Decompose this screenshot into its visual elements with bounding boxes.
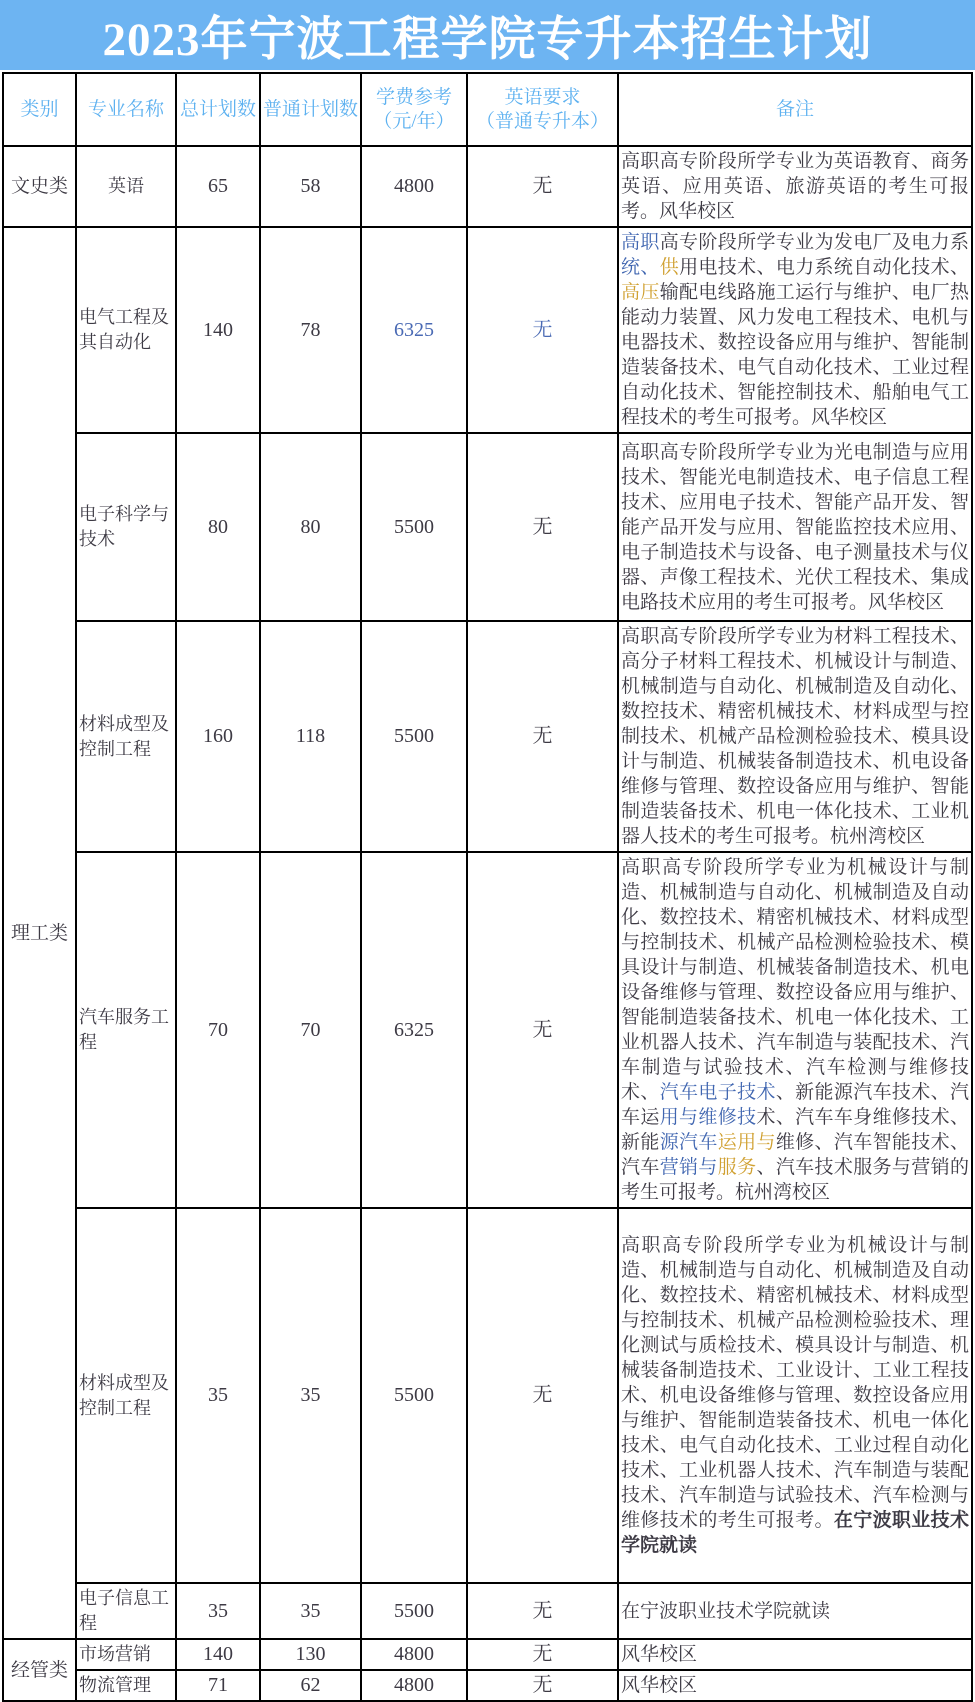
cell-major: 电子科学与技术 [76,433,176,621]
cell-english-req: 无 [467,433,618,621]
cell-remark [618,852,972,1208]
header-major: 专业名称 [76,73,176,146]
remark-segment: 用与维修技 [659,1107,757,1128]
header-fee-line1: 学费参考 [375,86,452,108]
cell-total-plan: 140 [176,1639,260,1670]
cell-total-plan: 35 [176,1208,260,1583]
remark-segment: 营销与 [659,1157,718,1178]
cell-total-plan: 70 [176,852,260,1208]
cell-regular-plan: 70 [260,852,361,1208]
remark-segment: 高压 [621,282,660,303]
cell-fee: 5500 [361,1583,467,1639]
cell-total-plan: 160 [176,621,260,852]
cell-total-plan: 71 [176,1670,260,1701]
cell-remark [618,1670,972,1701]
cell-remark [618,146,972,227]
table-row [3,852,972,1208]
table-row [3,1208,972,1583]
header-remark: 备注 [618,73,972,146]
cell-english-req: 无 [467,1583,618,1639]
cell-major: 材料成型及控制工程 [76,1208,176,1583]
header-fee-line2: （元/年） [373,110,455,132]
cell-fee: 4800 [361,1639,467,1670]
cell-english-req: 无 [467,227,618,433]
cell-major: 物流管理 [76,1670,176,1701]
admission-plan-table [2,72,973,1702]
cell-english-req: 无 [467,621,618,852]
cell-english-req: 无 [467,1670,618,1701]
page-title: 2023年宁波工程学院专升本招生计划 [0,0,975,70]
remark-segment: 统、 [621,257,660,278]
header-total: 总计划数 [176,73,260,146]
remark-segment: 汽车电子技术 [659,1082,776,1103]
cell-total-plan: 65 [176,146,260,227]
cell-regular-plan: 78 [260,227,361,433]
header-regular: 普通计划数 [260,73,361,146]
remark-segment: 服务 [717,1157,757,1178]
remark-segment: 风华校区 [621,1675,698,1696]
remark-segment: 风华校区 [621,1644,698,1665]
remark-segment: 高职 [621,232,660,253]
cell-english-req: 无 [467,146,618,227]
cell-regular-plan: 35 [260,1583,361,1639]
remark-segment: 高职高专阶段所学专业为机械设计与制造、机械制造与自动化、机械制造及自动化、数控技术、精密机械技术、材料成型与控制技术、机械产品检测检验技术、理化测试与质检技术、模具设计与制造、机械装备制造技术、工业设计、工业工程技术、机电设备维修与管理、数控设备应用与维护、智能制造装备技术、机电一体化技术、电气自动化技术、工业过程自动化技术、工业机器人技术、汽车制造与装配技术、汽车制造与试验技术、汽车检测与维修技术的考生可报考。 [621,1235,969,1531]
remark-segment: 运用与 [717,1132,776,1153]
cell-remark [618,1208,972,1583]
cell-total-plan: 35 [176,1583,260,1639]
cell-major: 电子信息工程 [76,1583,176,1639]
cell-category: 理工类 [3,227,76,1639]
cell-remark [618,621,972,852]
table-row [3,146,972,227]
cell-fee: 4800 [361,146,467,227]
remark-segment: 用电技术、电力系统自动化技术、 [679,257,969,278]
remark-segment: 输配电线路施工运行与维护、电厂热能动力装置、风力发电工程技术、电机与电器技术、数控设备应用与维护、智能制造装备技术、电气自动化技术、工业过程自动化技术、智能控制技术、船舶电气工程技术的考生可报考。风华校区 [621,282,969,428]
remark-segment: 高专阶段所学专业为发电厂及电力系 [659,232,969,253]
remark-segment: 在宁波职业技术学院就读 [621,1510,969,1556]
remark-segment: 维修、汽车智能技术、汽车 [621,1132,969,1178]
table-row [3,227,972,433]
header-category: 类别 [3,73,76,146]
header-english-line1: 英语要求 [504,86,581,108]
cell-fee: 5500 [361,621,467,852]
cell-fee: 5500 [361,433,467,621]
table-row [3,621,972,852]
cell-english-req: 无 [467,1639,618,1670]
header-fee [361,73,467,146]
remark-segment: 、新能源汽车技术、汽车运 [621,1082,969,1128]
cell-category: 文史类 [3,146,76,227]
header-english-line2: （普通专升本） [475,110,609,132]
remark-segment: 、汽车技术服务与营销的考生可报考。杭州湾校区 [621,1157,969,1203]
cell-major: 英语 [76,146,176,227]
remark-segment: 源汽车 [659,1132,718,1153]
cell-english-req: 无 [467,852,618,1208]
table-header-row [3,73,972,146]
header-english [467,73,618,146]
table-row [3,1639,972,1670]
table-row [3,1670,972,1701]
cell-fee: 5500 [361,1208,467,1583]
cell-remark [618,433,972,621]
cell-fee: 6325 [361,852,467,1208]
cell-regular-plan: 62 [260,1670,361,1701]
cell-major: 市场营销 [76,1639,176,1670]
cell-total-plan: 80 [176,433,260,621]
remark-segment: 术、汽车车身维修技术、新能 [621,1107,969,1153]
cell-remark [618,227,972,433]
cell-regular-plan: 58 [260,146,361,227]
cell-major: 汽车服务工程 [76,852,176,1208]
cell-fee: 4800 [361,1670,467,1701]
cell-fee: 6325 [361,227,467,433]
cell-remark [618,1583,972,1639]
cell-category: 经管类 [3,1639,76,1701]
remark-segment: 高职高专阶段所学专业为英语教育、商务英语、应用英语、旅游英语的考生可报考。风华校区 [621,151,969,222]
table-row [3,1583,972,1639]
cell-regular-plan: 80 [260,433,361,621]
remark-segment: 高职高专阶段所学专业为机械设计与制造、机械制造与自动化、机械制造及自动化、数控技术、精密机械技术、材料成型与控制技术、机械产品检测检验技术、模具设计与制造、机械装备制造技术、机电设备维修与管理、数控设备应用与维护、智能制造装备技术、机电一体化技术、工业机器人技术、汽车制造与装配技术、汽车制造与试验技术、汽车检测与维修技术、 [621,857,969,1103]
cell-regular-plan: 35 [260,1208,361,1583]
cell-regular-plan: 130 [260,1639,361,1670]
remark-segment: 高职高专阶段所学专业为材料工程技术、高分子材料工程技术、机械设计与制造、机械制造与自动化、机械制造及自动化、数控技术、精密机械技术、材料成型与控制技术、机械产品检测检验技术、模具设计与制造、机械装备制造技术、机电设备维修与管理、数控设备应用与维护、智能制造装备技术、机电一体化技术、工业机器人技术的考生可报考。杭州湾校区 [621,626,969,847]
cell-major: 电气工程及其自动化 [76,227,176,433]
cell-total-plan: 140 [176,227,260,433]
remark-segment: 在宁波职业技术学院就读 [621,1600,831,1622]
remark-segment: 供 [659,257,680,278]
cell-regular-plan: 118 [260,621,361,852]
remark-segment: 高职高专阶段所学专业为光电制造与应用技术、智能光电制造技术、电子信息工程技术、应用电子技术、智能产品开发、智能产品开发与应用、智能监控技术应用、电子制造技术与设备、电子测量技术与仪器、声像工程技术、光伏工程技术、集成电路技术应用的考生可报考。风华校区 [621,441,969,613]
cell-remark [618,1639,972,1670]
table-row [3,433,972,621]
cell-english-req: 无 [467,1208,618,1583]
cell-major: 材料成型及控制工程 [76,621,176,852]
